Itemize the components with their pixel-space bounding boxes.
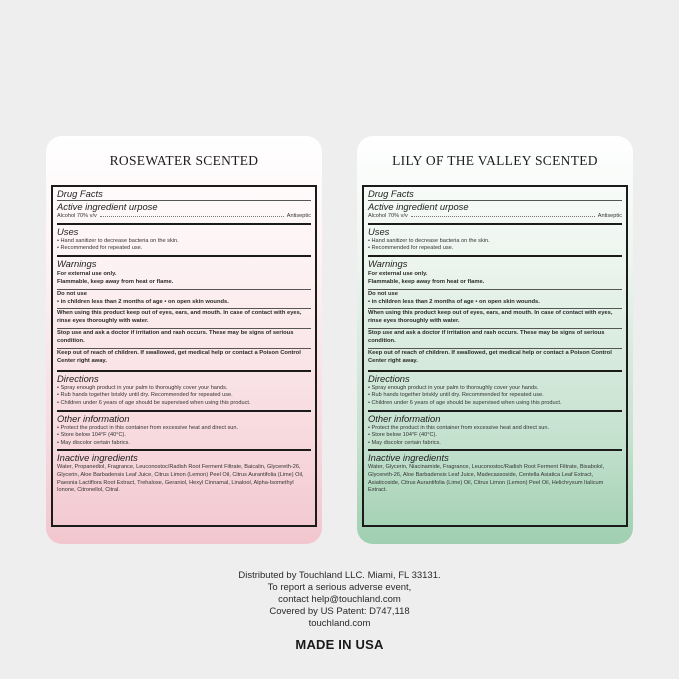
warnings-heading: Warnings [368,257,408,269]
uses-item: • Recommended for repeated use. [368,245,454,252]
drug-facts-panel [51,185,317,527]
other-information-item: • Protect the product in this container from excessive heat and direct sun. [57,424,239,431]
drug-facts-panel [362,185,628,527]
active-ingredient-heading: Active ingredient urpose [368,201,469,212]
distributor-line: Distributed by Touchland LLC. Miami, FL 33131. [238,570,441,581]
inactive-ingredients-section [368,451,622,496]
active-ingredient-row [368,213,622,221]
directions-item: • Children under 6 years of age should be supervised when using this product. [368,400,562,407]
other-information-section [368,412,622,452]
active-purpose: Antiseptic [286,213,311,219]
card-title: ROSEWATER SCENTED [109,153,259,168]
do-not-use-item: • in children less than 2 months of age • on open skin wounds. [368,298,540,305]
keep-out-text: Keep out of reach of children. If swallowed, get medical help or contact a Poison Control Center right away. [57,350,301,364]
inactive-ingredients-heading: Inactive ingredients [57,452,138,464]
distributor-info [0,570,679,630]
drug-facts-header [368,187,622,225]
drug-facts-heading: Drug Facts [368,188,414,199]
uses-section [57,225,311,257]
other-information-item: • May discolor certain fabrics. [57,439,130,446]
do-not-use-heading: Do not use [368,290,398,297]
active-ingredient: Alcohol 70% v/v [57,213,97,219]
uses-item: • Hand sanitizer to decrease bacteria on the skin. [368,237,490,244]
directions-heading: Directions [57,372,99,384]
active-ingredient-row [57,213,311,221]
other-information-heading: Other information [57,412,130,424]
drug-facts-header [57,187,311,225]
other-information-item: • Store below 104°F (40°C). [57,432,126,439]
directions-item: • Spray enough product in your palm to thoroughly cover your hands. [57,384,228,391]
uses-section [368,225,622,257]
other-information-section [57,412,311,452]
directions-section [368,372,622,412]
warnings-flammable: Flammable, keep away from heat or flame. [368,278,485,285]
active-ingredient-heading: Active ingredient urpose [57,201,158,212]
uses-item: • Recommended for repeated use. [57,245,143,252]
inactive-ingredients-heading: Inactive ingredients [368,452,449,464]
directions-item: • Spray enough product in your palm to thoroughly cover your hands. [368,384,539,391]
inactive-ingredients-text: Water, Glycerin, Niacinamide, Fragrance, Leuconostoc/Radish Root Ferment Filtrate, Bisabolol, Glycereth-26, Aloe Barbadensis Leaf Juice, Madecassoside, Centella Asiatica Leaf Extract, Asiaticoside, Citrus Aurantifolia (Lime) Oil, Citrus Limon (Lemon) Peel Oil, Helichrysum Italicum Extract. [368,464,605,494]
warnings-section [368,257,622,372]
warnings-section [57,257,311,372]
uses-heading: Uses [368,225,390,237]
directions-item: • Children under 6 years of age should be supervised when using this product. [57,400,251,407]
warnings-heading: Warnings [57,257,97,269]
when-using-text: When using this product keep out of eyes, ears, and mouth. In case of contact with eyes, rinse eyes thoroughly with water. [368,310,613,325]
do-not-use-heading: Do not use [57,290,87,297]
other-information-item: • May discolor certain fabrics. [368,439,441,446]
other-information-heading: Other information [368,412,441,424]
active-ingredient: Alcohol 70% v/v [368,213,408,219]
lily-of-the-valley-label-card [357,136,633,544]
other-information-item: • Store below 104°F (40°C). [368,432,437,439]
other-information-item: • Protect the product in this container from excessive heat and direct sun. [368,424,550,431]
directions-item: • Rub hands together briskly until dry. Recommended for repeated use. [368,392,544,399]
directions-item: • Rub hands together briskly until dry. Recommended for repeated use. [57,392,233,399]
made-in-usa: MADE IN USA [295,637,384,652]
do-not-use-item: • in children less than 2 months of age • on open skin wounds. [57,298,229,305]
uses-item: • Hand sanitizer to decrease bacteria on the skin. [57,237,179,244]
warnings-external: For external use only. [368,270,428,277]
adverse-event-line: To report a serious adverse event, [267,582,412,593]
contact-line: contact help@touchland.com [278,594,401,605]
directions-heading: Directions [368,372,410,384]
warnings-flammable: Flammable, keep away from heat or flame. [57,278,174,285]
patent-line: Covered by US Patent: D747,118 [269,606,410,617]
stop-use-text: Stop use and ask a doctor if irritation and rash occurs. These may be signs of serious condition. [368,330,605,345]
stop-use-text: Stop use and ask a doctor if irritation and rash occurs. These may be signs of serious condition. [57,330,294,345]
warnings-external: For external use only. [57,270,117,277]
rosewater-label-card [46,136,322,544]
website-line: touchland.com [308,618,371,629]
uses-heading: Uses [57,225,79,237]
inactive-ingredients-text: Water, Propanediol, Fragrance, Leuconostoc/Radish Root Ferment Filtrate, Baicalin, Glycereth-26, Glycerin, Aloe Barbadensis Leaf Juice, Citrus Limon (Lemon) Peel Oil, Citrus Aurantifolia (Lime) Oil, Paeonia Lactiflora Root Extract, Trehalose, Geraniol, Hexyl Cinnamal, Linalool, Alpha-Isomethyl Ionone, Citronellol, Citral. [57,464,304,494]
directions-section [57,372,311,412]
when-using-text: When using this product keep out of eyes, ears, and mouth. In case of contact with eyes, rinse eyes thoroughly with water. [57,310,302,325]
card-title: LILY OF THE VALLEY SCENTED [392,153,598,168]
drug-facts-heading: Drug Facts [57,188,103,199]
keep-out-text: Keep out of reach of children. If swallowed, get medical help or contact a Poison Control Center right away. [368,350,612,364]
active-purpose: Antiseptic [597,213,622,219]
inactive-ingredients-section [57,451,311,496]
